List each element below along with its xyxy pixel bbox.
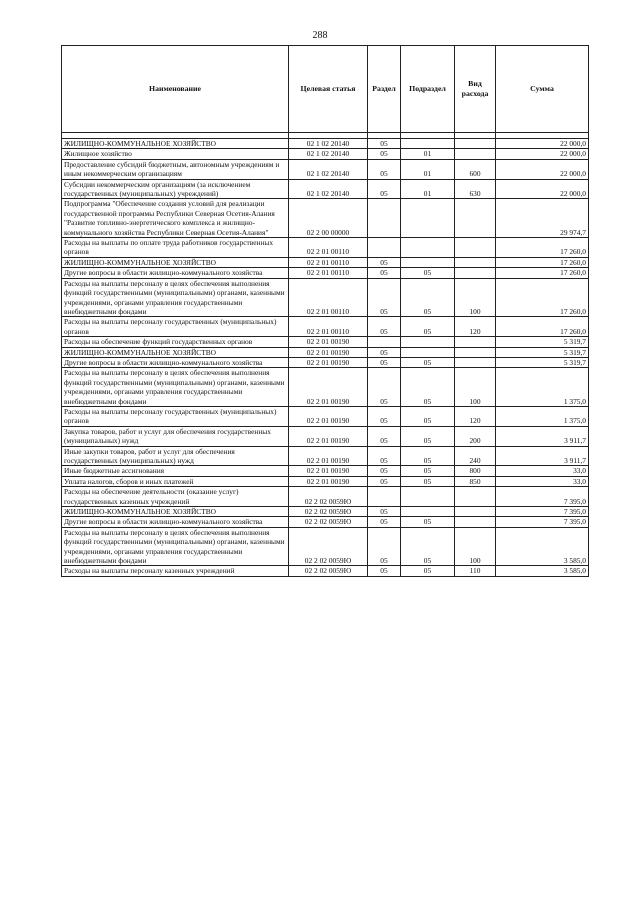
cell-section: 05	[368, 149, 401, 159]
cell-section: 05	[368, 179, 401, 199]
table-row	[62, 159, 589, 179]
cell-code: 02 2 01 00110	[289, 268, 368, 278]
cell-code: 02 2 00 00000	[289, 199, 368, 238]
cell-type	[455, 487, 496, 507]
table-row	[62, 406, 589, 426]
cell-name: Расходы на выплаты персоналу в целях обеспечения выполнения функций государственными (муниципальными) органами, казенными учреждениями, органами управления государственными внебюджетными фондами	[62, 527, 289, 566]
cell-code: 02 2 01 00190	[289, 406, 368, 426]
cell-sum: 5 319,7	[496, 347, 589, 357]
table-row	[62, 347, 589, 357]
header-subsection: Подраздел	[401, 46, 455, 133]
table-header	[62, 46, 589, 133]
cell-sum: 1 375,0	[496, 368, 589, 407]
cell-name: Субсидии некоммерческим организациям (за исключением государственных (муниципальных) учреждений)	[62, 179, 289, 199]
cell-sum: 1 375,0	[496, 406, 589, 426]
cell-name: Расходы на выплаты по оплате труда работников государственных органов	[62, 238, 289, 258]
cell-subsection: 05	[401, 278, 455, 317]
cell-code: 02 2 01 00190	[289, 357, 368, 367]
table-row	[62, 507, 589, 517]
cell-code: 02 2 02 0059Ю	[289, 527, 368, 566]
cell-name: Предоставление субсидий бюджетным, автономным учреждениям и иным некоммерческим организациям	[62, 159, 289, 179]
cell-sum: 29 974,7	[496, 199, 589, 238]
header-sum: Сумма	[496, 46, 589, 133]
cell-section	[368, 487, 401, 507]
cell-type	[455, 149, 496, 159]
cell-name: Расходы на выплаты персоналу казенных учреждений	[62, 566, 289, 576]
cell-code: 02 2 01 00190	[289, 368, 368, 407]
cell-section: 05	[368, 466, 401, 476]
cell-code: 02 2 02 0059Ю	[289, 487, 368, 507]
cell-sum: 22 000,0	[496, 159, 589, 179]
cell-name: Расходы на обеспечение деятельности (оказание услуг) государственных казенных учреждений	[62, 487, 289, 507]
table-row	[62, 199, 589, 238]
cell-name: ЖИЛИЩНО-КОММУНАЛЬНОЕ ХОЗЯЙСТВО	[62, 347, 289, 357]
table-row	[62, 476, 589, 486]
budget-table	[61, 45, 589, 577]
cell-name: ЖИЛИЩНО-КОММУНАЛЬНОЕ ХОЗЯЙСТВО	[62, 257, 289, 267]
cell-subsection: 05	[401, 466, 455, 476]
cell-subsection: 05	[401, 357, 455, 367]
table-body	[62, 133, 589, 577]
cell-type	[455, 257, 496, 267]
cell-section: 05	[368, 426, 401, 446]
cell-section: 05	[368, 517, 401, 527]
cell-section	[368, 199, 401, 238]
cell-sum: 5 319,7	[496, 337, 589, 347]
cell-subsection: 01	[401, 179, 455, 199]
cell-name: Жилищное хозяйство	[62, 149, 289, 159]
cell-code: 02 2 02 0059Ю	[289, 566, 368, 576]
cell-name: ЖИЛИЩНО-КОММУНАЛЬНОЕ ХОЗЯЙСТВО	[62, 139, 289, 149]
cell-type: 200	[455, 426, 496, 446]
cell-subsection	[401, 347, 455, 357]
cell-type	[455, 337, 496, 347]
cell-subsection	[401, 337, 455, 347]
cell-sum: 22 000,0	[496, 179, 589, 199]
cell-section: 05	[368, 159, 401, 179]
cell-type: 630	[455, 179, 496, 199]
cell-type	[455, 268, 496, 278]
cell-subsection	[401, 487, 455, 507]
cell-type: 600	[455, 159, 496, 179]
cell-subsection: 05	[401, 317, 455, 337]
cell-sum: 3 585,0	[496, 566, 589, 576]
cell-type: 100	[455, 527, 496, 566]
cell-sum: 7 395,0	[496, 517, 589, 527]
table-row	[62, 179, 589, 199]
cell-type: 100	[455, 278, 496, 317]
cell-section: 05	[368, 527, 401, 566]
cell-type	[455, 507, 496, 517]
cell-section: 05	[368, 566, 401, 576]
cell-name: ЖИЛИЩНО-КОММУНАЛЬНОЕ ХОЗЯЙСТВО	[62, 507, 289, 517]
cell-subsection	[401, 139, 455, 149]
cell-section: 05	[368, 368, 401, 407]
cell-name: Иные бюджетные ассигнования	[62, 466, 289, 476]
header-section: Раздел	[368, 46, 401, 133]
header-name: Наименование	[62, 46, 289, 133]
cell-subsection	[401, 199, 455, 238]
table-row	[62, 357, 589, 367]
cell-sum: 22 000,0	[496, 139, 589, 149]
header-row	[62, 46, 589, 133]
table-row	[62, 238, 589, 258]
table-row	[62, 446, 589, 466]
cell-subsection: 05	[401, 426, 455, 446]
table-row	[62, 257, 589, 267]
cell-code: 02 2 02 0059Ю	[289, 517, 368, 527]
header-type: Вид расхода	[455, 46, 496, 133]
table-row	[62, 337, 589, 347]
cell-type: 850	[455, 476, 496, 486]
cell-code: 02 2 01 00110	[289, 238, 368, 258]
cell-section: 05	[368, 278, 401, 317]
cell-code: 02 2 01 00190	[289, 347, 368, 357]
cell-code: 02 2 02 0059Ю	[289, 507, 368, 517]
cell-sum: 17 260,0	[496, 317, 589, 337]
cell-name: Другие вопросы в области жилищно-коммунального хозяйства	[62, 268, 289, 278]
cell-code: 02 1 02 20140	[289, 149, 368, 159]
cell-subsection: 05	[401, 566, 455, 576]
cell-code: 02 2 01 00110	[289, 317, 368, 337]
cell-subsection: 01	[401, 149, 455, 159]
cell-type: 120	[455, 406, 496, 426]
cell-sum: 17 260,0	[496, 257, 589, 267]
cell-sum: 22 000,0	[496, 149, 589, 159]
cell-name: Расходы на обеспечение функций государственных органов	[62, 337, 289, 347]
page-number: 288	[312, 30, 328, 41]
cell-type	[455, 357, 496, 367]
table-row	[62, 566, 589, 576]
cell-type	[455, 517, 496, 527]
table-row	[62, 268, 589, 278]
cell-code: 02 1 02 20140	[289, 159, 368, 179]
cell-code: 02 2 01 00190	[289, 337, 368, 347]
cell-type: 240	[455, 446, 496, 466]
cell-subsection	[401, 238, 455, 258]
cell-section: 05	[368, 139, 401, 149]
cell-subsection: 05	[401, 446, 455, 466]
cell-code: 02 2 01 00190	[289, 426, 368, 446]
cell-sum: 33,0	[496, 476, 589, 486]
cell-name: Другие вопросы в области жилищно-коммунального хозяйства	[62, 517, 289, 527]
cell-name: Иные закупки товаров, работ и услуг для обеспечения государственных (муниципальных) нужд	[62, 446, 289, 466]
cell-code: 02 2 01 00110	[289, 278, 368, 317]
cell-section: 05	[368, 476, 401, 486]
cell-type	[455, 199, 496, 238]
cell-sum: 3 911,7	[496, 426, 589, 446]
cell-section: 05	[368, 446, 401, 466]
cell-name: Другие вопросы в области жилищно-коммунального хозяйства	[62, 357, 289, 367]
table-row	[62, 426, 589, 446]
cell-type: 100	[455, 368, 496, 407]
cell-subsection: 05	[401, 268, 455, 278]
cell-name: Расходы на выплаты персоналу государственных (муниципальных) органов	[62, 317, 289, 337]
cell-type	[455, 347, 496, 357]
cell-name: Подпрограмма "Обеспечение создания условий для реализации государственной программы Республики Северная Осетия-Алания "Развитие топливно-энергетического комплекса и жилищно-коммунального хозяйства Республики Северная Осетия-Алания"	[62, 199, 289, 238]
table-row	[62, 487, 589, 507]
table-row	[62, 517, 589, 527]
cell-type: 110	[455, 566, 496, 576]
cell-section: 05	[368, 507, 401, 517]
cell-subsection	[401, 507, 455, 517]
cell-subsection: 05	[401, 476, 455, 486]
cell-subsection: 05	[401, 517, 455, 527]
table-row	[62, 317, 589, 337]
cell-code: 02 1 02 20140	[289, 179, 368, 199]
table-row	[62, 139, 589, 149]
cell-name: Уплата налогов, сборов и иных платежей	[62, 476, 289, 486]
cell-section: 05	[368, 347, 401, 357]
table-row	[62, 149, 589, 159]
cell-sum: 7 395,0	[496, 487, 589, 507]
cell-section: 05	[368, 317, 401, 337]
cell-name: Расходы на выплаты персоналу в целях обеспечения выполнения функций государственными (муниципальными) органами, казенными учреждениями, органами управления государственными внебюджетными фондами	[62, 278, 289, 317]
table-row	[62, 278, 589, 317]
cell-section	[368, 238, 401, 258]
cell-name: Расходы на выплаты персоналу государственных (муниципальных) органов	[62, 406, 289, 426]
cell-code: 02 2 01 00110	[289, 257, 368, 267]
table-row	[62, 527, 589, 566]
cell-subsection: 05	[401, 406, 455, 426]
cell-code: 02 2 01 00190	[289, 476, 368, 486]
table-row	[62, 466, 589, 476]
cell-subsection	[401, 257, 455, 267]
cell-subsection: 01	[401, 159, 455, 179]
cell-name: Закупка товаров, работ и услуг для обеспечения государственных (муниципальных) нужд	[62, 426, 289, 446]
cell-code: 02 2 01 00190	[289, 446, 368, 466]
cell-name: Расходы на выплаты персоналу в целях обеспечения выполнения функций государственными (муниципальными) органами, казенными учреждениями, органами управления государственными внебюджетными фондами	[62, 368, 289, 407]
cell-section: 05	[368, 268, 401, 278]
cell-section	[368, 337, 401, 347]
cell-sum: 3 911,7	[496, 446, 589, 466]
cell-subsection: 05	[401, 368, 455, 407]
cell-type: 800	[455, 466, 496, 476]
cell-sum: 33,0	[496, 466, 589, 476]
cell-subsection: 05	[401, 527, 455, 566]
cell-section: 05	[368, 257, 401, 267]
header-code: Целевая статья	[289, 46, 368, 133]
cell-section: 05	[368, 406, 401, 426]
cell-sum: 5 319,7	[496, 357, 589, 367]
cell-sum: 7 395,0	[496, 507, 589, 517]
cell-code: 02 2 01 00190	[289, 466, 368, 476]
cell-type	[455, 238, 496, 258]
cell-type	[455, 139, 496, 149]
cell-sum: 17 260,0	[496, 278, 589, 317]
cell-code: 02 1 02 20140	[289, 139, 368, 149]
cell-sum: 17 260,0	[496, 268, 589, 278]
table-row	[62, 368, 589, 407]
cell-sum: 17 260,0	[496, 238, 589, 258]
cell-section: 05	[368, 357, 401, 367]
cell-type: 120	[455, 317, 496, 337]
cell-sum: 3 585,0	[496, 527, 589, 566]
